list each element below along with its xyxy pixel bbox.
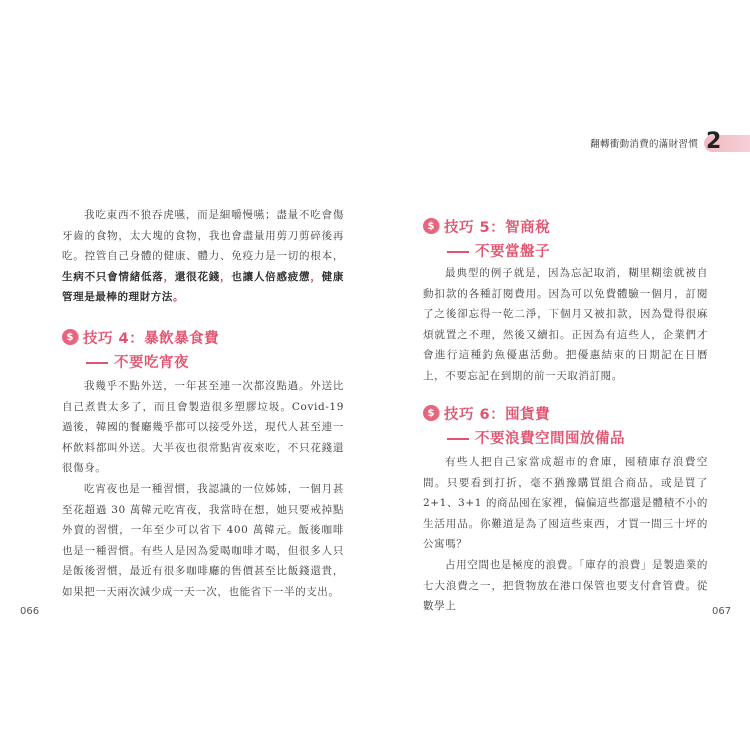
tip-4-subtitle: 不要吃宵夜	[114, 355, 189, 371]
intro-paragraph	[62, 205, 344, 308]
tip-6-subtitle: 不要浪費空間囤放備品	[475, 431, 625, 447]
tip-5-subtitle: 不要當盤子	[475, 244, 550, 260]
tip-4-paragraph-2: 吃宵夜也是一種習慣，我認識的一位姊姊，一個月甚至花超過 30 萬韓元吃宵夜，我當時在想，她只要戒掉點外賣的習慣，一年至少可以省下 400 萬韓元。飯後咖啡也是一種習慣。有些人是因為愛喝咖啡才喝，但很多人只是飯後習慣，最近有很多咖啡廳的售價甚至比飯錢還貴，如果把一天兩次減少成一天一次，也能省下一半的支出。	[62, 482, 344, 598]
tip-4-body	[62, 376, 344, 603]
tip-5-title: 技巧 5：智商稅	[444, 219, 551, 236]
tip-5-paragraph: 最典型的例子就是，因為忘記取消，糊里糊塗就被自動扣款的各種訂閱費用。因為可以免費體驗一個月，訂閱了之後卻忘得一乾二淨，下個月又被扣款，因為覺得很麻煩就置之不理，然後又續扣。正因為有這些人，企業們才會進行這種釣魚優惠活動。把優惠結束的日期記在日曆上，不要忘記在到期的前一天取消訂閱。	[423, 267, 708, 382]
tip-6-body	[423, 452, 708, 617]
intro-emph-3: 也讓人倍感疲憊	[231, 270, 311, 283]
intro-period: 。	[173, 291, 185, 304]
tip-5-body	[423, 263, 708, 387]
tip-6-title: 技巧 6：囤貨費	[444, 406, 551, 423]
dash-icon	[447, 251, 469, 253]
intro-emph-1: 生病不只會情緒低落	[62, 270, 164, 283]
intro-emph-2: 還很花錢	[174, 270, 221, 283]
chapter-number: 2	[706, 128, 722, 154]
coin-icon: $	[423, 218, 439, 234]
tip-6-paragraph-2: 占用空間也是極度的浪費。「庫存的浪費」是製造業的七大浪費之一，把貨物放在港口保管也要支付倉管費。從數學上	[423, 558, 708, 613]
tip-4-heading	[62, 326, 219, 372]
page-number-left: 066	[20, 606, 40, 617]
tip-4-paragraph-1: 我幾乎不點外送，一年甚至連一次都沒點過。外送比自己煮貴太多了，而且會製造很多塑膠垃圾。Covid-19 過後，韓國的餐廳幾乎都可以接受外送，現代人甚至連一杯飲料都叫外送。大半夜也很常點宵夜來吃，不只花錢還很傷身。	[62, 380, 344, 475]
intro-comma-2: ，	[220, 270, 232, 283]
coin-icon: $	[62, 329, 78, 345]
right-page	[375, 0, 750, 750]
tip-6-heading	[423, 402, 625, 448]
tip-6-paragraph-1: 有些人把自己家當成超市的倉庫，囤積庫存浪費空間。只要看到打折，毫不猶豫購買組合商品，或是買了 2+1、3+1 的商品囤在家裡，偏偏這些都還是體積不小的生活用品。你難道是為了囤這些東西，才買一間三十坪的公寓嗎？	[423, 456, 708, 551]
page-number-right: 067	[712, 606, 732, 617]
intro-comma-1: ，	[163, 270, 175, 283]
running-title: 翻轉衝動消費的滿財習慣	[590, 139, 698, 150]
tip-4-title: 技巧 4：暴飲暴食費	[83, 330, 220, 347]
dash-icon	[86, 362, 108, 364]
intro-comma-3: ，	[310, 270, 322, 283]
coin-icon: $	[423, 405, 439, 421]
chapter-tab	[704, 128, 750, 154]
intro-text: 我吃東西不狼吞虎嚥，而是細嚼慢嚥；盡量不吃會傷牙齒的食物，太大塊的食物，我也會盡量用剪刀剪碎後再吃。控管自己身體的健康、體力、免疫力是一切的根本，	[62, 209, 344, 263]
intro-emph-4: 健康管理是最棒的理財方法	[62, 270, 345, 304]
running-header	[590, 130, 750, 156]
tip-5-heading	[423, 215, 550, 261]
dash-icon	[447, 438, 469, 440]
